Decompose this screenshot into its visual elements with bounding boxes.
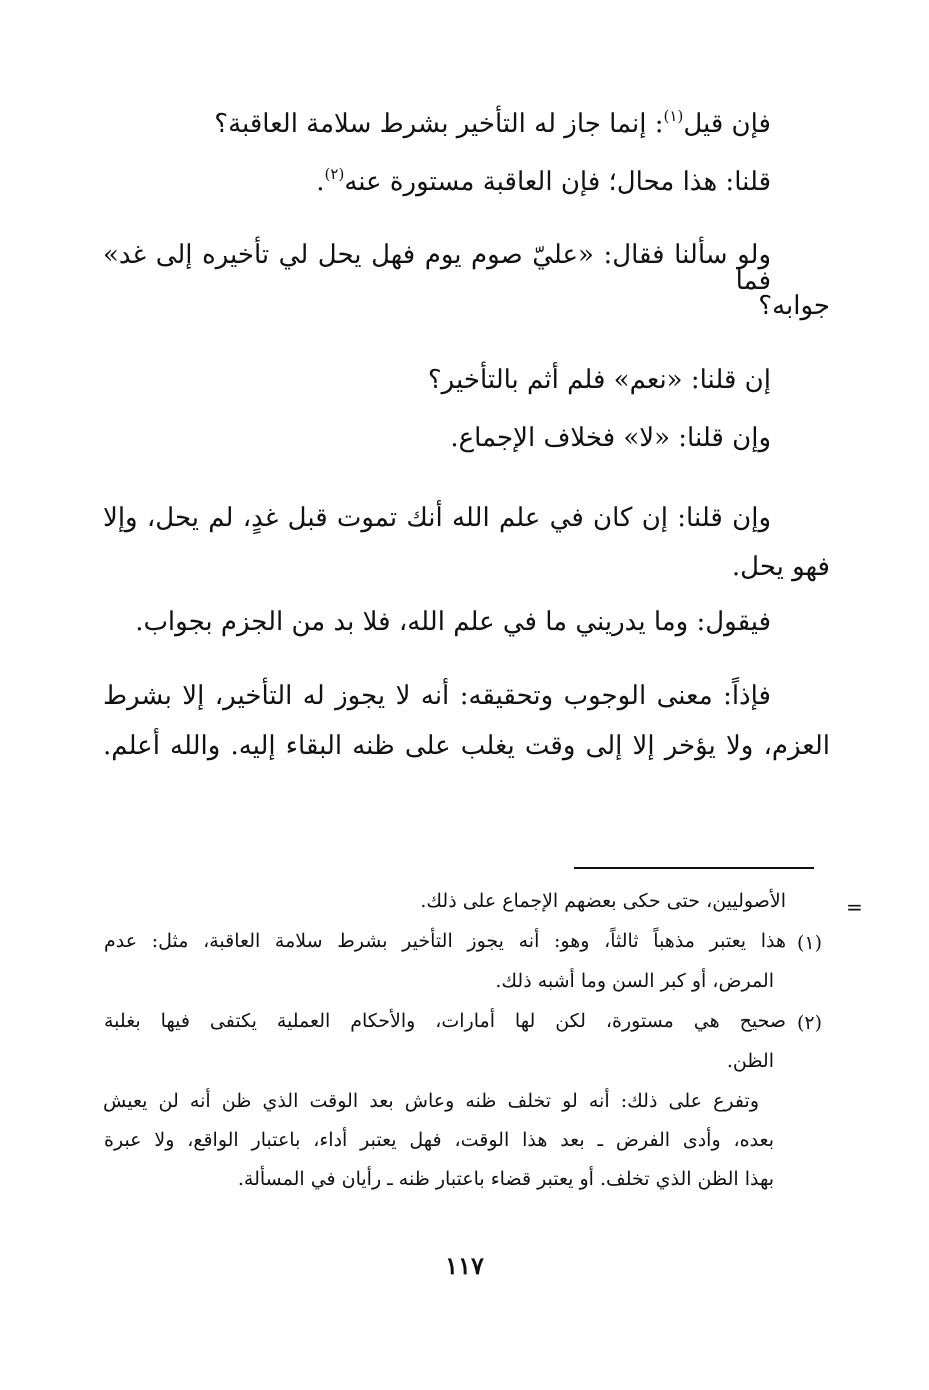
main-line-5: إن قلنا: «نعم» فلم أثم بالتأخير؟: [427, 365, 771, 395]
continuation-mark: =: [846, 895, 863, 919]
footnote-ref-1[interactable]: (١): [663, 107, 684, 125]
main-line-11: العزم، ولا يؤخر إلا إلى وقت يغلب على ظنه البقاء إليه. والله أعلم.: [103, 731, 830, 761]
footnote-number-1: (١): [796, 932, 822, 954]
footnote-2-line-5: بهذا الظن الذي تخلف. أو يعتبر قضاء باعتبار ظنه ـ رأيان في المسألة.: [237, 1168, 774, 1190]
footnote-ref-2[interactable]: (٢): [324, 165, 345, 183]
main-text: فإن قيل: [683, 109, 771, 139]
footnote-2-line-3: وتفرع على ذلك: أنه لو تخلف ظنه وعاش بعد الوقت الذي ظن أنه لن يعيش: [103, 1090, 759, 1112]
footnote-number-2: (٢): [796, 1012, 822, 1034]
main-line-1: [214, 107, 771, 139]
footnote-1-line-2: المرض، أو كبر السن وما أشبه ذلك.: [495, 970, 774, 992]
footnote-2-line-4: بعده، وأدى الفرض ـ بعد هذا الوقت، فهل يعتبر أداء، باعتبار الواقع، ولا عبرة: [104, 1129, 774, 1151]
footnote-separator: [574, 867, 814, 869]
main-line-3: ولو سألنا فقال: «عليّ صوم يوم فهل يحل لي تأخيره إلى غد» فما: [103, 240, 772, 296]
main-line-9: فيقول: وما يدريني ما في علم الله، فلا بد من الجزم بجواب.: [135, 607, 771, 637]
main-line-4: جوابه؟: [758, 291, 830, 321]
footnote-1-line-1: هذا يعتبر مذهباً ثالثاً، وهو: أنه يجوز التأخير بشرط سلامة العاقبة، مثل: عدم: [104, 930, 786, 952]
main-line-8: فهو يحل.: [731, 552, 830, 582]
main-text: : إنما جاز له التأخير بشرط سلامة العاقبة؟: [214, 109, 664, 139]
main-text: .: [316, 167, 325, 197]
main-line-7: وإن قلنا: إن كان في علم الله أنك تموت قبل غدٍ، لم يحل، وإلا: [103, 503, 771, 533]
main-line-2: [316, 165, 771, 197]
main-line-10: فإذاً: معنى الوجوب وتحقيقه: أنه لا يجوز له التأخير، إلا بشرط: [103, 681, 771, 711]
main-line-6: وإن قلنا: «لا» فخلاف الإجماع.: [450, 423, 771, 453]
page-number: ١١٧: [445, 1251, 484, 1280]
main-text: قلنا: هذا محال؛ فإن العاقبة مستورة عنه: [344, 167, 771, 197]
footnote-2-line-2: الظن.: [726, 1050, 774, 1072]
footnote-2-line-1: صحيح هي مستورة، لكن لها أمارات، والأحكام العملية يكتفى فيها بغلبة: [104, 1010, 786, 1032]
footnote-continuation-line: الأصوليين، حتى حكى بعضهم الإجماع على ذلك.: [420, 890, 786, 912]
